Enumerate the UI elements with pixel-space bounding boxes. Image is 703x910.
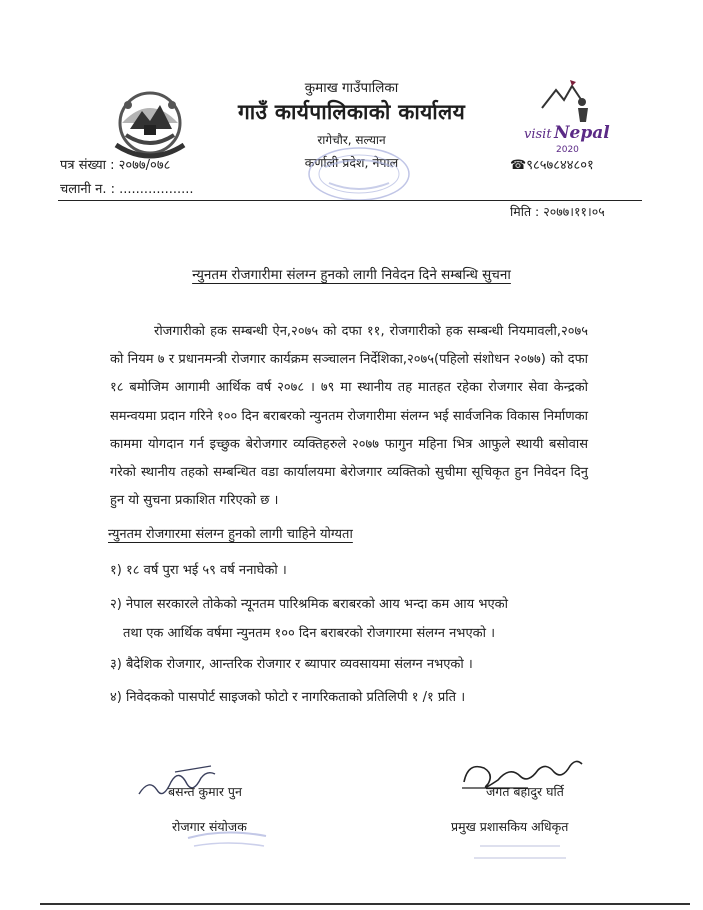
right-signatory-role: प्रमुख प्रशासकिय अधिकृत — [451, 819, 569, 834]
notice-body: रोजगारीको हक सम्बन्धी ऐन,२०७५ को दफा ११, रोजगारीको हक सम्बन्धी नियमावली,२०७५ को नियम ७ र प्रधानमन्त्री रोजगार कार्यक्रम सञ्चालन निर्देशिका,२०७५(पहिलो संशोधन २०७७) को दफा १८ बमोजिम आगामी आर्थिक वर्ष २०७८ । ७९ मा स्थानीय तह मातहत रहेका रोजगार सेवा केन्द्रको समन्वयमा प्रदान गरिने १०० दिन बराबरको न्युनतम रोजगारीमा संलग्न भई सार्वजनिक विकास निर्माणका काममा योगदान गर्न इच्छुक बेरोजगार व्यक्तिहरुले २०७७ फागुन महिना भित्र आफुले स्थायी बसोवास गरेको स्थानीय तहको सम्बन्धित वडा कार्यालयमा बेरोजगार व्यक्तिको सुचीमा सूचिकृत हुन निवेदन दिनु हुन यो सुचना प्रकाशित गरिएको छ । — [110, 324, 588, 509]
office-address: रागेचौर, सल्यान — [317, 133, 386, 147]
phone-number: ☎९८५७८४४८०१ — [510, 158, 594, 173]
qualification-item: ३) बैदेशिक रोजगार, आन्तरिक रोजगार र ब्यापार व्यवसायमा संलग्न नभएको । — [110, 657, 473, 672]
header-divider — [58, 200, 642, 201]
notice-subject — [0, 265, 703, 283]
visit-nepal-logo — [512, 78, 616, 160]
qualification-item-continued: तथा एक आर्थिक वर्षमा न्युनतम १०० दिन बराबरको रोजगारमा संलग्न नभएको । — [123, 626, 496, 641]
coordinator-stamp — [184, 814, 270, 850]
letter-number: पत्र संख्या : २०७७/०७८ — [60, 158, 171, 173]
svg-text:2020: 2020 — [556, 145, 579, 155]
qualification-item: २) नेपाल सरकारले तोकेको न्यूनतम पारिश्रमिक बराबरको आय भन्दा कम आय भएको — [110, 597, 509, 612]
qualifications-heading: न्युनतम रोजगारमा संलग्न हुनको लागी चाहिने योग्यता — [108, 527, 353, 542]
municipality-name: कुमाख गाउँपालिका — [304, 80, 399, 96]
svg-text:Nepal: Nepal — [554, 123, 610, 143]
office-stamp — [303, 143, 415, 205]
office-province: कर्णाली प्रदेश, नेपाल — [304, 155, 399, 170]
letter-date: मिति : २०७७।११।०५ — [510, 204, 605, 219]
officer-stamp — [470, 838, 570, 868]
office-name: गाउँ कार्यपालिकाको कार्यालय — [237, 100, 466, 124]
notice-subject-text: न्युनतम रोजगारीमा संलग्न हुनको लागी निवेदन दिने सम्बन्धि सुचना — [192, 267, 511, 283]
left-signatory-name: बसन्त कुमार पुन — [168, 784, 242, 799]
left-signatory-role: रोजगार संयोजक — [172, 819, 247, 834]
dispatch-number: चलानी न. : .................. — [60, 182, 194, 197]
qualification-item: १) १८ वर्ष पुरा भई ५९ वर्ष ननाघेको । — [110, 563, 287, 578]
svg-text:visit: visit — [524, 127, 552, 142]
page-bottom-rule — [40, 903, 690, 905]
qualification-item: ४) निवेदकको पासपोर्ट साइजको फोटो र नागरिकताको प्रतिलिपी १ /१ प्रति । — [110, 690, 466, 705]
right-signatory-name: जगत बहादुर घर्ति — [486, 784, 564, 799]
